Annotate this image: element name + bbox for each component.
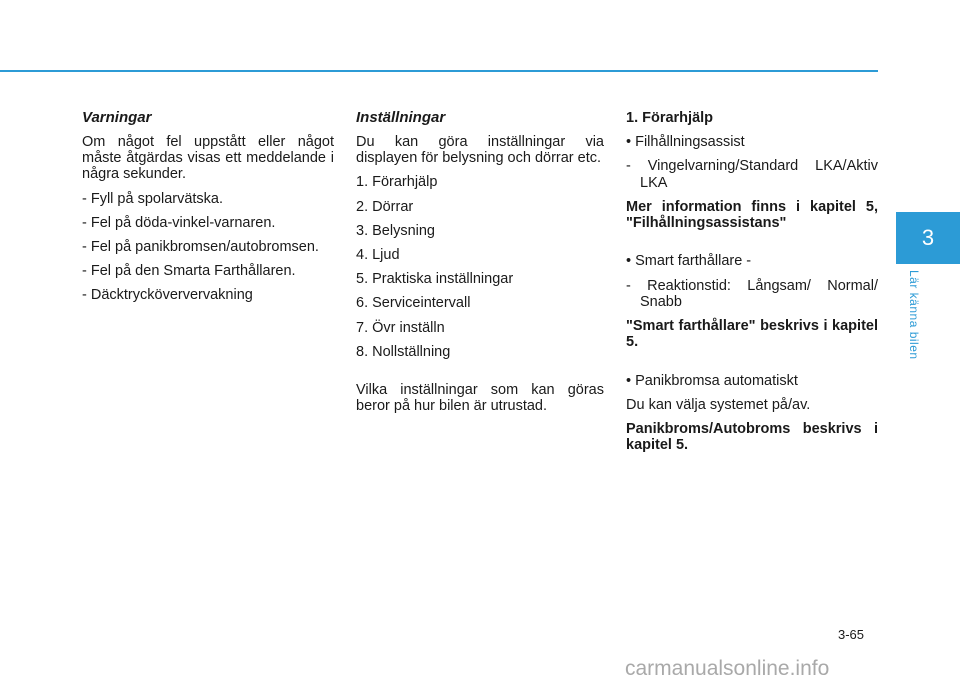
settings-item: 7. Övr inställn <box>356 319 445 336</box>
settings-heading: Inställningar <box>356 109 446 126</box>
dash-item: - Reaktionstid: Långsam/ Normal/ Snabb <box>626 277 878 310</box>
settings-intro: Du kan göra inställningar via displayen för belysning och dörrar etc. <box>356 133 604 167</box>
settings-item: 8. Nollställning <box>356 343 451 360</box>
settings-item: 1. Förarhjälp <box>356 174 438 191</box>
settings-outro: Vilka inställningar som kan göras beror på hur bilen är utrustad. <box>356 382 604 415</box>
driver-assist-heading: 1. Förarhjälp <box>626 110 714 126</box>
note-text: "Smart farthållare" beskrivs i kapitel 5. <box>626 318 878 351</box>
chapter-number: 3 <box>921 224 935 250</box>
settings-item: 5. Praktiska inställningar <box>356 271 514 288</box>
settings-item: 3. Belysning <box>356 222 435 239</box>
dash-item: - Vingelvarning/Standard LKA/Aktiv LKA <box>626 158 878 191</box>
settings-item: 6. Serviceintervall <box>356 295 471 312</box>
settings-item: 4. Ljud <box>356 246 400 263</box>
settings-item: 2. Dörrar <box>356 198 414 215</box>
note-text: Panikbroms/Autobroms beskrivs i kapitel 5. <box>626 421 878 454</box>
bullet-item: • Filhållningsassist <box>626 134 745 151</box>
driver-assist-column <box>626 110 878 462</box>
bullet-item: • Smart farthållare - <box>626 253 752 270</box>
watermark: carmanualsonline.info <box>625 657 830 680</box>
warnings-column <box>82 110 334 312</box>
chapter-title: Lär känna bilen <box>907 270 921 360</box>
warning-item: - Fel på panikbromsen/autobromsen. <box>82 238 319 255</box>
plain-text: Du kan välja systemet på/av. <box>626 396 811 413</box>
note-text: Mer information finns i kapitel 5, "Filhållningsassistans" <box>626 198 878 232</box>
warnings-intro: Om något fel uppstått eller något måste åtgärdas visas ett meddelande i några sekunder. <box>82 133 334 183</box>
top-rule <box>0 70 878 72</box>
page-number: 3-65 <box>838 627 865 642</box>
warning-item: - Däcktrycköververvakning <box>82 287 253 304</box>
settings-column <box>356 110 604 423</box>
warning-item: - Fel på den Smarta Farthållaren. <box>82 263 296 280</box>
chapter-tab <box>896 212 960 264</box>
warning-item: - Fel på döda-vinkel-varnaren. <box>82 214 276 231</box>
warnings-heading: Varningar <box>82 109 152 126</box>
warning-item: - Fyll på spolarvätska. <box>82 190 224 207</box>
bullet-item: • Panikbromsa automatiskt <box>626 372 798 389</box>
